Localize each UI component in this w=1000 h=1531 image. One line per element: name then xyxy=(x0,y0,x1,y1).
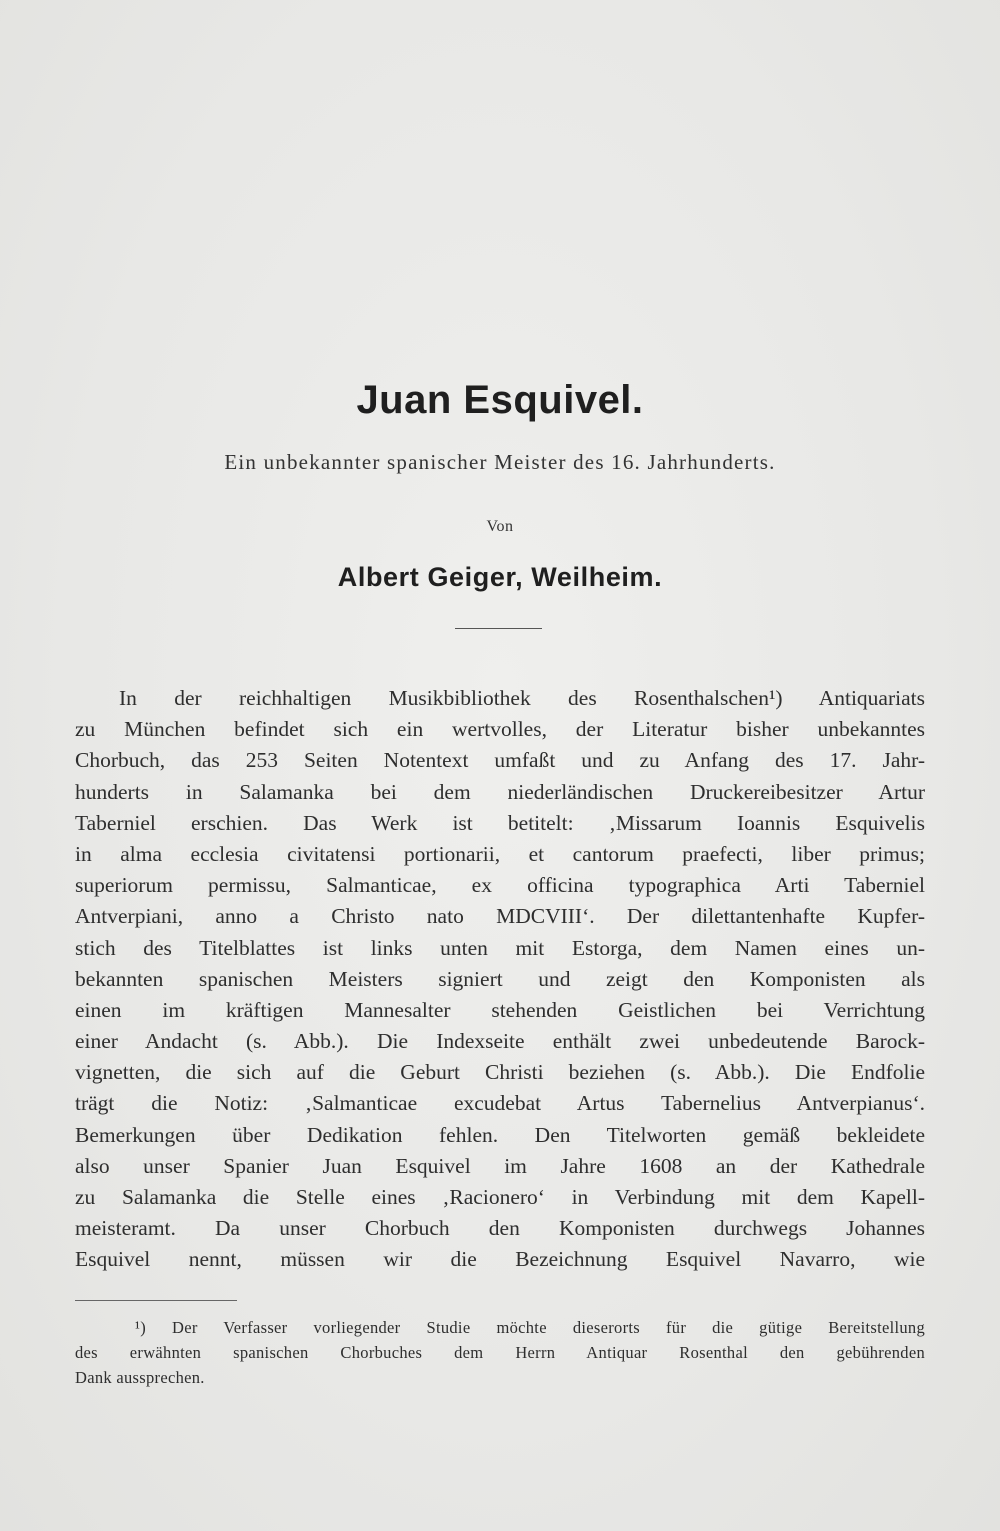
body-line: Bemerkungen über Dedikation fehlen. Den Titelworten gemäß bekleidete xyxy=(75,1122,925,1147)
body-line: trägt die Notiz: ‚Salmanticae excudebat Artus Tabernelius Antverpianus‘. xyxy=(75,1091,925,1116)
article-subtitle: Ein unbekannter spanischer Meister des 16. Jahrhunderts. xyxy=(224,450,776,474)
body-line: stich des Titelblattes ist links unten mit Estorga, dem Namen eines un- xyxy=(75,935,925,960)
body-line: Esquivel nennt, müssen wir die Bezeichnung Esquivel Navarro, wie xyxy=(75,1247,925,1272)
body-line: Chorbuch, das 253 Seiten Notentext umfaßt und zu Anfang des 17. Jahr- xyxy=(75,748,925,773)
footnote-line: des erwähnten spanischen Chorbuches dem Herrn Antiquar Rosenthal den gebührenden xyxy=(75,1343,925,1362)
body-line: Taberniel erschien. Das Werk ist betitelt: ‚Missarum Ioannis Esquivelis xyxy=(75,810,925,835)
body-line: also unser Spanier Juan Esquivel im Jahre 1608 an der Kathedrale xyxy=(75,1153,925,1178)
footnote-separator-rule xyxy=(75,1300,237,1301)
body-line: superiorum permissu, Salmanticae, ex officina typographica Arti Taberniel xyxy=(75,873,925,898)
footnote xyxy=(75,1315,925,1390)
body-line: einen im kräftigen Mannesalter stehenden Geistlichen bei Verrichtung xyxy=(75,997,925,1022)
title-separator-rule xyxy=(455,628,542,629)
body-line: In der reichhaltigen Musikbibliothek des Rosenthalschen¹) Antiquariats xyxy=(119,686,925,710)
body-line: Antverpiani, anno a Christo nato MDCVIII‘. Der dilettantenhafte Kupfer- xyxy=(75,904,925,929)
body-paragraph xyxy=(75,683,925,1276)
footnote-line: Dank aussprechen. xyxy=(75,1368,205,1387)
byline-prefix: Von xyxy=(486,518,514,535)
body-line: in alma ecclesia civitatensi portionarii, et cantorum praefecti, liber primus; xyxy=(75,841,925,866)
body-line: einer Andacht (s. Abb.). Die Indexseite enthält zwei unbedeutende Barock- xyxy=(75,1029,925,1054)
author-name: Albert Geiger, Weilheim. xyxy=(337,562,663,592)
article-title: Juan Esquivel. xyxy=(356,378,644,422)
footnote-line: ¹) Der Verfasser vorliegender Studie möchte dieserorts für die gütige Bereitstellung xyxy=(135,1318,925,1337)
body-line: vignetten, die sich auf die Geburt Christi beziehen (s. Abb.). Die Endfolie xyxy=(75,1060,925,1085)
body-line: bekannten spanischen Meisters signiert und zeigt den Komponisten als xyxy=(75,966,925,991)
body-line: hunderts in Salamanka bei dem niederländischen Druckereibesitzer Artur xyxy=(75,779,925,804)
body-line: meisteramt. Da unser Chorbuch den Komponisten durchwegs Johannes xyxy=(75,1216,925,1241)
body-line: zu München befindet sich ein wertvolles, der Literatur bisher unbekanntes xyxy=(75,717,925,742)
body-line: zu Salamanka die Stelle eines ‚Racionero‘ in Verbindung mit dem Kapell- xyxy=(75,1185,925,1209)
